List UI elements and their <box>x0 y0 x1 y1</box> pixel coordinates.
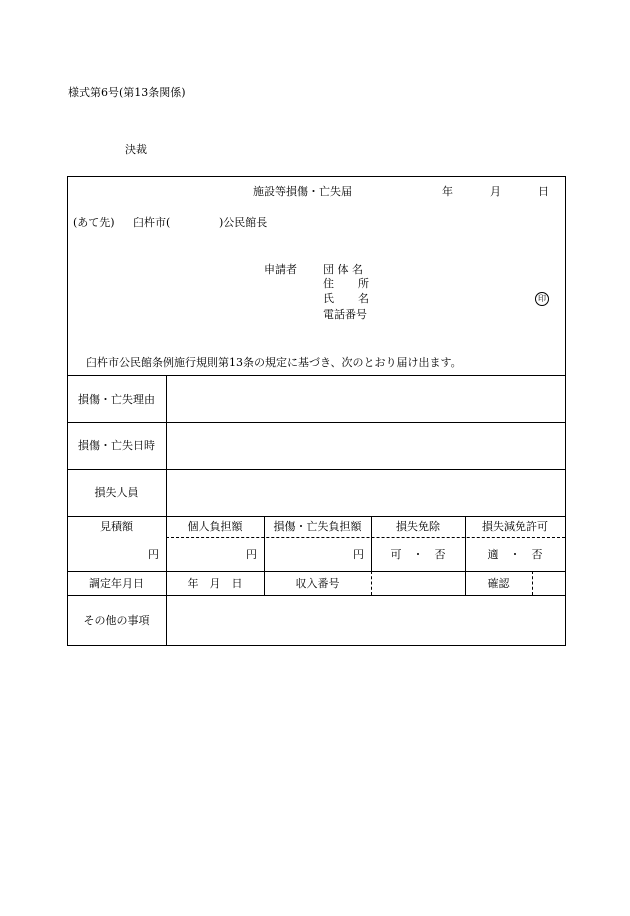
header-damage-burden: 損傷・亡失負担額 <box>273 520 362 533</box>
form-title: 施設等損傷・亡失届 <box>253 185 352 198</box>
date-month: 月 <box>490 185 501 198</box>
name-label-1: 氏 <box>323 292 334 305</box>
name-label-2: 名 <box>358 292 369 305</box>
form-number: 様式第6号(第13条関係) <box>68 86 186 99</box>
box-bottom-line <box>67 645 566 646</box>
header-estimate: 見積額 <box>100 520 133 533</box>
phone-label: 電話番号 <box>323 308 367 321</box>
date-year: 年 <box>442 185 453 198</box>
datetime-label: 損傷・亡失日時 <box>78 439 155 452</box>
addressee-prefix: (あて先) <box>73 216 115 229</box>
estimate-yen: 円 <box>148 548 159 561</box>
kessai-label: 決裁 <box>125 143 147 156</box>
confirm-label: 確認 <box>487 577 510 590</box>
addressee-city: 臼杵市( <box>133 216 171 229</box>
personal-yen: 円 <box>246 548 257 561</box>
other-label: その他の事項 <box>83 614 150 627</box>
exemption-options: 可 ・ 否 <box>390 548 446 561</box>
damage-yen: 円 <box>353 548 364 561</box>
header-personal-burden: 個人負担額 <box>187 520 243 533</box>
date-day: 日 <box>538 185 549 198</box>
box-right-line <box>565 176 566 646</box>
org-name-label: 団 体 名 <box>323 263 363 276</box>
adjust-date-value: 年 月 日 <box>187 577 243 590</box>
header-exemption: 損失免除 <box>396 520 440 533</box>
box-top-line <box>67 176 566 177</box>
address-label-2: 所 <box>358 277 369 290</box>
address-label-1: 住 <box>323 277 334 290</box>
reason-label: 損傷・亡失理由 <box>78 393 155 406</box>
addressee-suffix: )公民館長 <box>219 216 268 229</box>
applicant-label: 申請者 <box>264 263 297 276</box>
statement: 臼杵市公民館条例施行規則第13条の規定に基づき、次のとおり届け出ます。 <box>86 356 462 369</box>
adjust-date-label: 調定年月日 <box>89 577 144 590</box>
seal-icon: 印 <box>535 292 549 306</box>
box-left-line <box>67 176 68 646</box>
receipt-label: 収入番号 <box>295 577 340 590</box>
reduction-options: 適 ・ 否 <box>487 548 543 561</box>
header-reduction: 損失減免許可 <box>482 520 548 533</box>
persons-label: 損失人員 <box>94 486 139 499</box>
